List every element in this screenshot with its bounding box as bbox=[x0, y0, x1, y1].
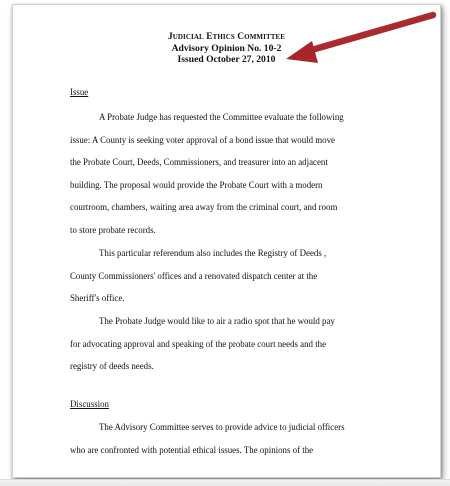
text-line: Sheriff's office. bbox=[70, 293, 125, 304]
text-line: This particular referendum also includes the Registry of Deeds , bbox=[99, 248, 327, 258]
text-line: A Probate Judge has requested the Committee evaluate the following bbox=[99, 112, 344, 122]
issue-paragraph-1 bbox=[70, 106, 390, 242]
text-line: registry of deeds needs. bbox=[70, 361, 154, 372]
document-page bbox=[12, 4, 441, 478]
text-line: courtroom, chambers, waiting area away from the criminal court, and room bbox=[70, 202, 338, 213]
text-line: The Advisory Committee serves to provide advice to judicial officers bbox=[99, 422, 345, 432]
issue-paragraph-2 bbox=[70, 242, 390, 310]
page-bottom-bar bbox=[0, 479, 450, 486]
text-line: who are confronted with potential ethical issues. The opinions of the bbox=[70, 444, 314, 455]
text-line: the Probate Court, Deeds, Commissioners, and treasurer into an adjacent bbox=[70, 157, 328, 168]
issued-date: Issued October 27, 2010 bbox=[177, 54, 276, 65]
text-line: County Commissioners' offices and a renovated dispatch center at the bbox=[70, 270, 318, 281]
text-line: The Probate Judge would like to air a radio spot that he would pay bbox=[99, 316, 335, 326]
red-arrow-icon bbox=[278, 11, 438, 71]
text-line: to store probate records. bbox=[70, 224, 156, 235]
text-line: issue: A County is seeking voter approval of a bond issue that would move bbox=[70, 134, 335, 145]
discussion-paragraph-1 bbox=[70, 416, 390, 461]
text-line: building. The proposal would provide the Probate Court with a modern bbox=[70, 179, 323, 190]
text-line: for advocating approval and speaking of the probate court needs and the bbox=[70, 338, 327, 349]
issue-heading: Issue bbox=[70, 87, 89, 97]
issue-paragraph-3 bbox=[70, 310, 390, 378]
opinion-number: Advisory Opinion No. 10-2 bbox=[171, 43, 282, 54]
committee-title: Judicial Ethics Committee bbox=[167, 32, 286, 42]
discussion-heading: Discussion bbox=[70, 399, 109, 409]
